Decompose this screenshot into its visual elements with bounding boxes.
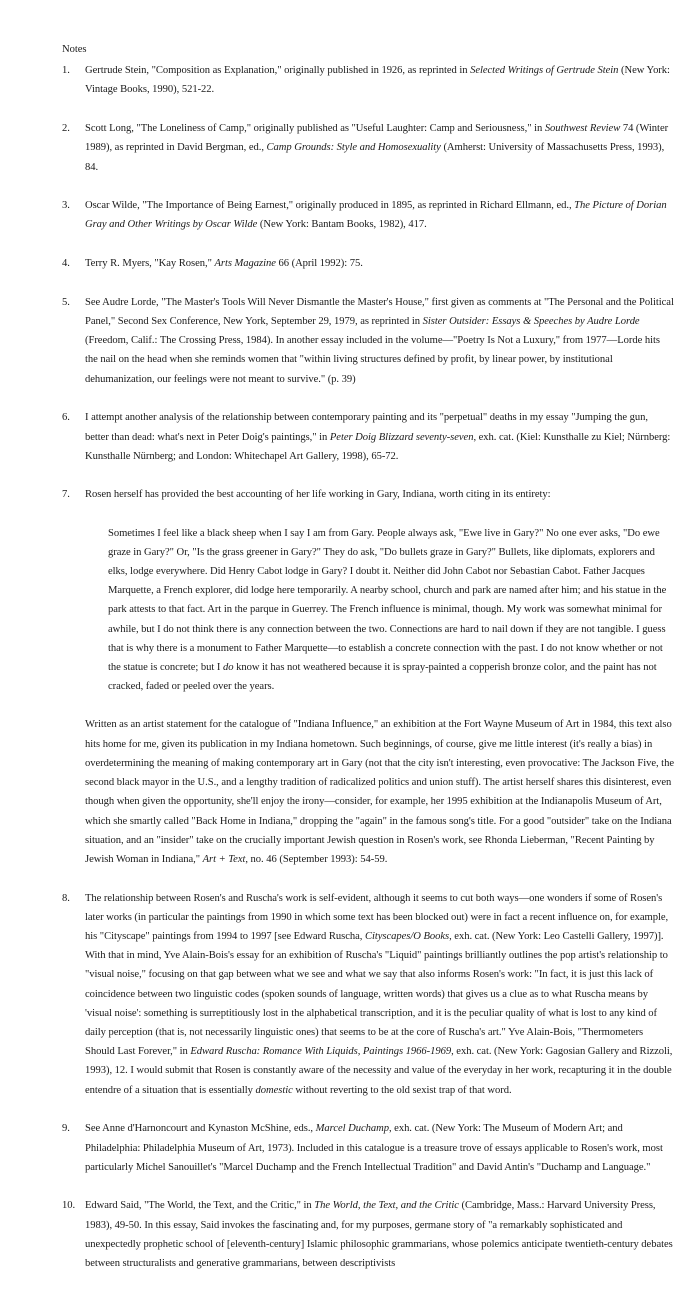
footnote-paragraph [85,408,674,466]
footnote-paragraph [85,485,674,504]
footnote-paragraph [85,254,674,273]
footnote-italic-title: Cityscapes/O Books [364,931,450,943]
footnote-paragraph [85,61,674,99]
footnote-number: 8. [62,892,70,904]
footnote-text: 66 (April 1992): 75. [275,258,363,270]
footnote [62,1119,674,1177]
footnote-text: I attempt another analysis of the relationship between contemporary painting and its "perpetual" deaths in my essay "Jumping the gun, better than dead: what's next in Peter Doig's paintings," in [85,412,648,443]
footnote-italic-title: Marcel Duchamp [315,1123,389,1135]
footnote-continuation [85,715,674,869]
footnote-body [85,485,674,869]
footnote-text: Rosen herself has provided the best accounting of her life working in Gary, Indiana, worth citing in its entirety: [85,489,551,501]
footnote [62,196,674,234]
footnote-text: 74 (Winter 1989), as reprinted in David Bergman, ed., [85,123,669,154]
footnote-italic-title: Edward Ruscha: Romance With Liquids, Paintings 1966-1969 [190,1046,452,1058]
footnote-text: Written as an artist statement for the catalogue of "Indiana Influence," an exhibition at the Fort Wayne Museum of Art in 1984, this text also hits home for me, given its publication in my Indiana hometown. Such beginnings, of course, give me little interest (it's really a bias) in overdetermining the meaning of making contemporary art in Gary (not that the city isn't interesting, even provocative: The Jackson Five, the second black mayor in the U.S., and a lengthy tradition of radicalized politics and union stuff). The artist herself shares this disinterest, even though when given the opportunity, she'll enjoy the irony—consider, for example, her 1995 exhibition at the Indianapolis Museum of Art, which she smartly called "Back Home in Indiana," dropping the "again" in the famous song's title. For a good "outsider" take on the Indiana situation, and an "insider" take on the crucially important Jewish question in Rosen's work, see Rhonda Lieberman, "Recent Painting by Jewish Woman in Indiana," [85,719,674,865]
footnote-text: , exh. cat. (New York: The Museum of Modern Art; and Philadelphia: Philadelphia Museum of Art, 1973). Included in this catalogue is a treasure trove of essays applicable to Rosen's work, most particularly Michel Sanouillet's "Marcel Duchamp and the French Intellectual Tradition" and David Antin's "Duchamp and Language." [85,1123,663,1173]
footnote-number: 4. [62,258,70,270]
footnote-body [85,254,674,273]
footnote-text: without reverting to the old sexist trap of that word. [292,1084,512,1096]
footnote-number: 5. [62,296,70,308]
footnote-paragraph [85,889,674,1100]
footnote-text: (Cambridge, Mass.: Harvard University Press, 1983), 49-50. In this essay, Said invokes the fascinating and, for my purposes, germane story of "a remarkably sophisticated and unexpectedly prophetic school of [eleventh-century] Islamic philosophic grammarians, whose polemics anticipate twentieth-century debates between structuralists and generative grammarians, between descriptivists [85,1200,673,1270]
footnote-body [85,196,674,234]
footnote-text: Terry R. Myers, "Kay Rosen," [85,258,215,270]
footnote-italic-title: Camp Grounds: Style and Homosexuality [266,142,441,154]
footnote-text: Oscar Wilde, "The Importance of Being Earnest," originally produced in 1895, as reprinted in Richard Ellmann, ed., [85,200,575,212]
footnote [62,1196,674,1273]
footnote-number: 10. [62,1200,76,1212]
footnote-text: See Audre Lorde, "The Master's Tools Will Never Dismantle the Master's House," first given as comments at "The Personal and the Political Panel," Second Sex Conference, New York, September 29, 1979, as reprinted in [85,296,674,328]
footnote-number: 2. [62,123,70,135]
block-quote [108,524,674,697]
footnote-italic-title: Selected Writings of Gertrude Stein [470,65,619,77]
quote-text: Sometimes I feel like a black sheep when I say I am from Gary. People always ask, "Ewe live in Gary?" No one ever asks, "Do ewe graze in Gary?" Or, "Is the grass greener in Gary?" They do ask, "Do bullets graze in Gary?" Bullets, like diplomats, explorers and elks, lodge everywhere. Did Henry Cabot lodge in Gary? I doubt it. Neither did John Cabot nor Sebastian Cabot. Father Jacques Marquette, a French explorer, did lodge here temporarily. A nearby school, church and park are named after him; and his statue in the park attests to that fact. Art in the parque in Guerrey. The French influence is minimal, though. My work was somewhat minimal for awhile, but I do not think there is any connection between the two. Connections are hard to nail down if they are not tangible. I guess that is why there is a monument to Father Marquette—to establish a concrete connection with the past. I do not know whether or not the statue is concrete; but I [108,527,667,674]
footnote-number: 6. [62,412,70,424]
footnote-italic-title: The World, the Text, and the Critic [314,1200,459,1212]
footnote [62,119,674,177]
footnote-text: , exh. cat. (Kiel: Kunsthalle zu Kiel; Nürnberg: Kunsthalle Nürnberg; and London: Whitechapel Art Gallery, 1998), 65-72. [85,431,671,462]
footnote [62,408,674,466]
footnote-italic-title: Arts Magazine [214,258,276,270]
footnote-body [85,1196,674,1273]
footnote-number: 7. [62,489,70,501]
footnote-text: Scott Long, "The Loneliness of Camp," originally published as "Useful Laughter: Camp and Seriousness," in [85,123,545,135]
footnote-paragraph [85,1196,674,1273]
quote-italic-title: do [223,662,234,674]
footnote-number: 3. [62,200,70,212]
footnote-paragraph [85,1119,674,1177]
footnote [62,61,674,99]
footnote [62,254,674,273]
footnote-italic-title: The Picture of Dorian Gray and Other Writings by Oscar Wilde [85,200,667,231]
footnote-text: See Anne d'Harnoncourt and Kynaston McShine, eds., [85,1123,316,1135]
footnote-italic-title: Sister Outsider: Essays & Speeches by Audre Lorde [422,316,640,328]
footnote-body [85,889,674,1100]
notes-page [62,40,674,1293]
footnote-number: 9. [62,1123,70,1135]
footnote-italic-title: Peter Doig Blizzard seventy-seven [329,431,474,443]
quote-text: know it has not weathered because it is spray-painted a copperish bronze color, and the paint has not cracked, faded or peeled over the years. [108,662,657,693]
footnote-text: , exh. cat. (New York: Leo Castelli Gallery, 1997)]. With that in mind, Yve Alain-Bois's essay for an exhibition of Ruscha's "Liquid" paintings brilliantly outlines the pop artist's relationship to "visual noise," focusing on that gap between what we see and what we say that also informs Rosen's work: "In fact, it is just this lack of coincidence between two linguistic codes (spoken sounds of language, written words) that gives us a clue as to what Ruscha means by 'visual noise': something is surreptitiously lost in the alphabetical transcription, and it is the peculiar quality of what is lost to any kind of daily perception (that is, not necessarily linguistic ones) that seems to be at the core of Ruscha's art." Yve Alain-Bois, "Thermometers Should Last Forever," in [85,931,668,1058]
footnote-text: Gertrude Stein, "Composition as Explanation," originally published in 1926, as reprinted in [85,65,471,77]
notes-heading: Notes [62,44,87,55]
footnote-body [85,1119,674,1177]
footnote-text: (New York: Vintage Books, 1990), 521-22. [85,65,670,96]
footnote-body [85,119,674,177]
footnote-text: (Amherst: University of Massachusetts Press, 1993), 84. [85,142,665,173]
footnote-body [85,408,674,466]
footnote-paragraph [85,196,674,234]
footnote-text: (New York: Bantam Books, 1982), 417. [257,219,427,231]
footnote-number: 1. [62,65,70,77]
footnote-body [85,293,674,389]
footnote-italic-title: Art + Text [202,853,246,865]
footnote-italic-title: Southwest Review [544,123,621,135]
footnote-text: (Freedom, Calif.: The Crossing Press, 1984). In another essay included in the volume—"Poetry Is Not a Luxury," from 1977—Lorde hits the nail on the head when she reminds women that "within living structures defined by profit, by linear power, by institutional dehumanization, our feelings were not meant to survive." (p. 39) [85,335,660,385]
footnote-text: Edward Said, "The World, the Text, and the Critic," in [85,1200,315,1212]
footnote-text: , no. 46 (September 1993): 54-59. [245,853,388,865]
footnote-italic-title: domestic [255,1084,293,1096]
footnote [62,889,674,1100]
footnote-paragraph [85,293,674,389]
footnote-text: , exh. cat. (New York: Gagosian Gallery and Rizzoli, 1993), 12. I would submit that Rosen is constantly aware of the necessity and value of the everyday in her work, recapturing it in the double entendre of a situation that is essentially [85,1046,673,1096]
footnote-paragraph [85,119,674,177]
notes-list [62,61,674,1273]
footnote [62,293,674,389]
footnote-text: The relationship between Rosen's and Ruscha's work is self-evident, although it seems to cut both ways—one wonders if some of Rosen's later works (in particular the paintings from 1990 in which some text has been blocked out) were in fact a recent influence on, for example, his "Cityscape" paintings from 1994 to 1997 [see Edward Ruscha, [85,892,669,943]
footnote [62,485,674,869]
footnote-body [85,61,674,99]
